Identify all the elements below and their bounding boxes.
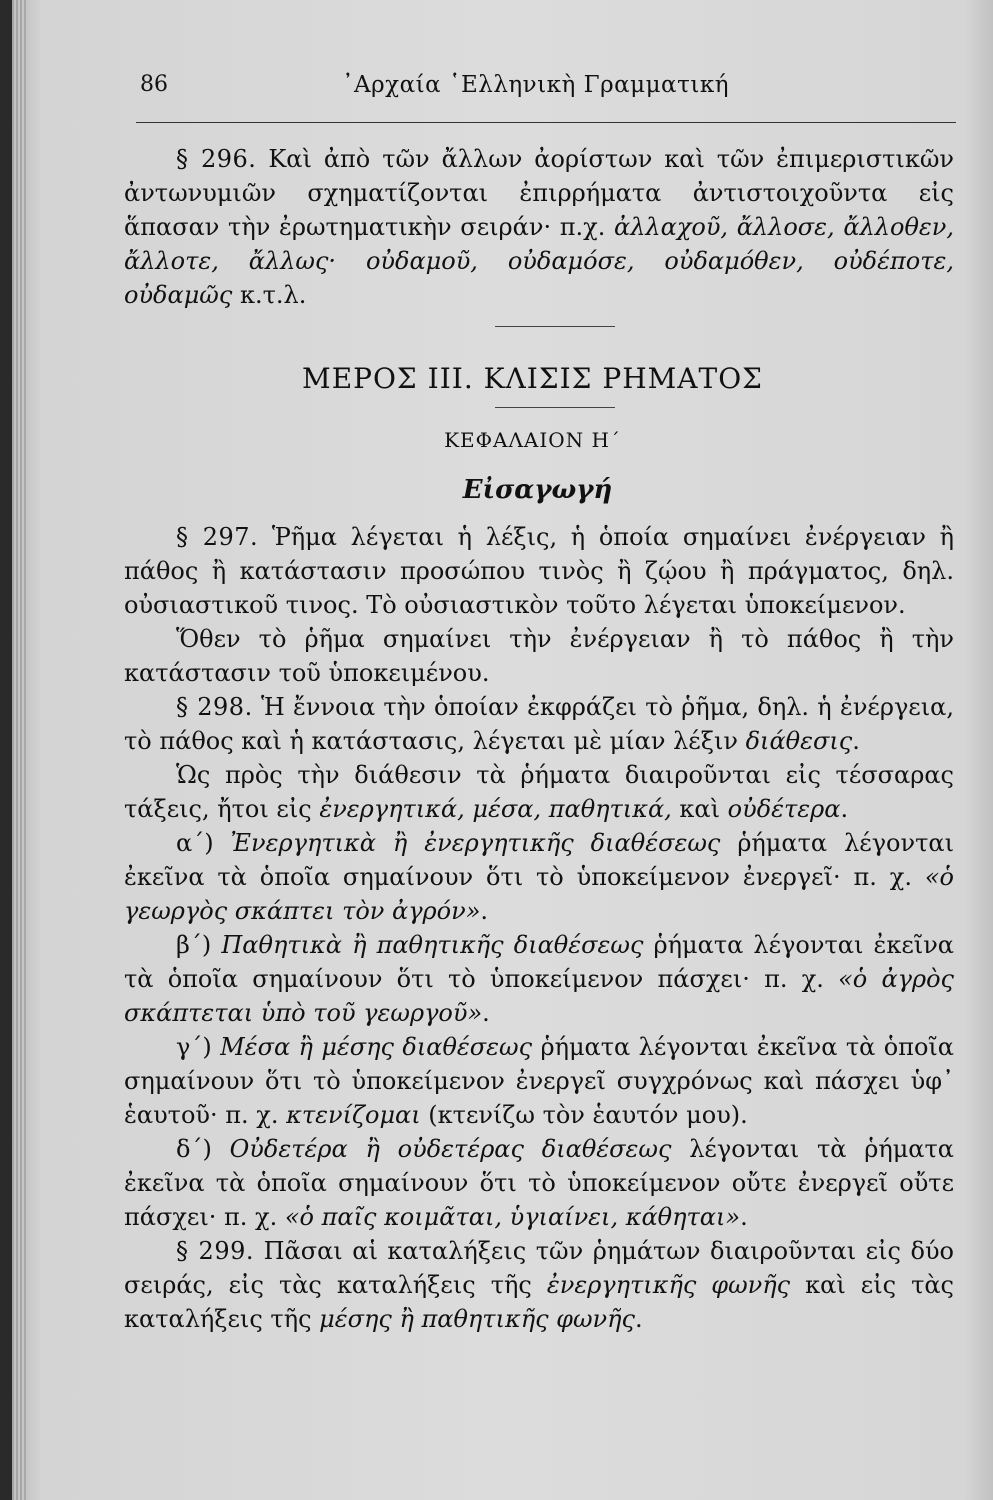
item-label: α΄)	[176, 829, 231, 857]
divider-rule	[495, 407, 615, 408]
list-item	[124, 1030, 954, 1132]
term: Οὐδετέρα ἢ οὐδετέρας διαθέσεως	[229, 1135, 672, 1163]
list-item	[124, 826, 954, 928]
chapter-title: ΚΕΦΑΛΑΙΟΝ Η΄	[444, 428, 621, 452]
examples: ἀλλαχοῦ, ἄλλοσε, ἄλλοθεν, ἄλλοτε, ἄλλως· οὐδαμοῦ, οὐδαμόσε, οὐδαμόθεν, οὐδέποτε, οὐδαμῶς	[124, 213, 954, 309]
conjunction: καὶ	[671, 795, 728, 823]
part-title: ΜΕΡΟΣ ΙΙΙ. ΚΛΙΣΙΣ ΡΗΜΑΤΟΣ	[302, 362, 763, 395]
paragraph-text: Καὶ ἀπὸ τῶν ἄλλων ἀορίστων καὶ τῶν ἐπιμεριστικῶν ἀντωνυμιῶν σχηματίζονται ἐπιρρήματα ἀντιστοιχοῦντα εἰς ἅπασαν τὴν ἐρωτηματικὴν σειράν· π.χ.	[124, 145, 955, 241]
header-rule	[136, 122, 956, 123]
paragraph-text: Ῥῆμα λέγεται ἡ λέξις, ἡ ὁποία σημαίνει ἐνέργειαν ἢ πάθος ἢ κατάστασιν προσώπου τινὸς ἢ ζῴου ἢ πράγματος, δηλ. οὐσιαστικοῦ τινος. Τὸ οὐσιαστικὸν τοῦτο λέγεται ὑποκείμενον.	[124, 523, 954, 619]
section-number: § 297.	[176, 523, 259, 551]
list-item	[124, 1132, 954, 1234]
item-text: ῥήματα λέγονται ἐκεῖνα τὰ ὁποῖα σημαίνουν ὅτι τὸ ὑποκείμενον πάσχει· π. χ.	[124, 931, 954, 993]
section-296	[124, 142, 954, 312]
paragraph-text: Πᾶσαι αἱ καταλήξεις τῶν ῥημάτων διαιροῦνται εἰς δύο σειράς, εἰς τὰς καταλήξεις τῆς	[124, 1237, 954, 1299]
section-number: § 298.	[176, 693, 253, 721]
term: οὐδέτερα	[727, 795, 841, 823]
paragraph-text: καὶ εἰς τὰς καταλήξεις τῆς	[124, 1271, 955, 1333]
term: Παθητικὰ ἢ παθητικῆς διαθέσεως	[221, 931, 644, 959]
running-title: ᾿Αρχαία ῾Ελληνικὴ Γραμματική	[342, 72, 729, 98]
punct: .	[852, 727, 860, 755]
item-label: β΄)	[176, 931, 222, 959]
example: «ὁ παῖς κοιμᾶται, ὑγιαίνει, κάθηται»	[284, 1203, 741, 1231]
term: ἐνεργητικά, μέσα, παθητικά,	[319, 795, 672, 823]
paragraph-text: Ὅθεν τὸ ῥῆμα σημαίνει τὴν ἐνέργειαν ἢ τὸ πάθος ἢ τὴν κατάστασιν τοῦ ὑποκειμένου.	[124, 625, 954, 687]
page-number: 86	[140, 72, 168, 97]
section-number: § 299.	[176, 1237, 254, 1265]
item-label: γ΄)	[176, 1033, 221, 1061]
term: ἐνεργητικῆς φωνῆς	[546, 1271, 791, 1299]
punct: .	[740, 1203, 748, 1231]
punct: .	[480, 897, 489, 925]
paragraph	[124, 1234, 954, 1336]
list-item	[124, 928, 954, 1030]
punct: .	[840, 795, 849, 823]
paragraph	[124, 758, 954, 826]
paragraph	[124, 622, 954, 690]
divider-rule	[495, 326, 615, 327]
item-text: (κτενίζω τὸν ἑαυτόν μου).	[420, 1101, 748, 1129]
book-page	[12, 0, 993, 1500]
term: Μέσα ἢ μέσης διαθέσεως	[220, 1033, 533, 1061]
paragraph	[124, 690, 954, 758]
paragraph-text: Ὡς πρὸς τὴν διάθεσιν τὰ ῥήματα διαιροῦνται εἰς τέσσαρας τάξεις, ἤτοι εἰς	[124, 761, 954, 823]
paragraph	[124, 520, 954, 622]
item-label: δ΄)	[176, 1135, 230, 1163]
item-text: ῥήματα λέγονται ἐκεῖνα τὰ ὁποῖα σημαίνουν ὅτι τὸ ὑποκείμενον ἐνεργεῖ συγχρόνως καὶ πάσχει ὑφ᾿ ἑαυτοῦ· π. χ.	[124, 1033, 955, 1129]
term: Ἐνεργητικὰ ἢ ἐνεργητικῆς διαθέσεως	[230, 829, 721, 857]
page-header	[12, 66, 993, 106]
item-text: λέγονται τὰ ῥήματα ἐκεῖνα τὰ ὁποῖα σημαίνουν ὅτι τὸ ὑποκείμενον οὔτε ἐνεργεῖ οὔτε πάσχει· π. χ.	[124, 1135, 955, 1231]
example: «ὁ γεωργὸς σκάπτει τὸν ἀγρόν»	[124, 863, 954, 925]
term: μέσης ἢ παθητικῆς φωνῆς	[319, 1305, 635, 1333]
abbreviation: κ.τ.λ.	[232, 281, 307, 309]
punct: .	[634, 1305, 643, 1333]
example: «ὁ ἀγρὸς σκάπτεται ὑπὸ τοῦ γεωργοῦ»	[124, 965, 954, 1027]
term: διάθεσις	[745, 727, 853, 755]
section-number: § 296.	[176, 145, 257, 173]
example: κτενίζομαι	[286, 1101, 421, 1129]
page-edge	[12, 0, 26, 1500]
item-text: ῥήματα λέγονται ἐκεῖνα τὰ ὁποῖα σημαίνουν ὅτι τὸ ὑποκείμενον ἐνεργεῖ· π. χ.	[124, 829, 954, 891]
section-heading: Εἰσαγωγή	[462, 475, 613, 505]
paragraph-text: Ἡ ἔννοια τὴν ὁποίαν ἐκφράζει τὸ ῥῆμα, δηλ. ἡ ἐνέργεια, τὸ πάθος καὶ ἡ κατάστασις, λέγεται μὲ μίαν λέξιν	[124, 693, 954, 755]
paragraph	[124, 142, 954, 312]
main-text	[124, 520, 954, 1336]
punct: .	[482, 999, 490, 1027]
